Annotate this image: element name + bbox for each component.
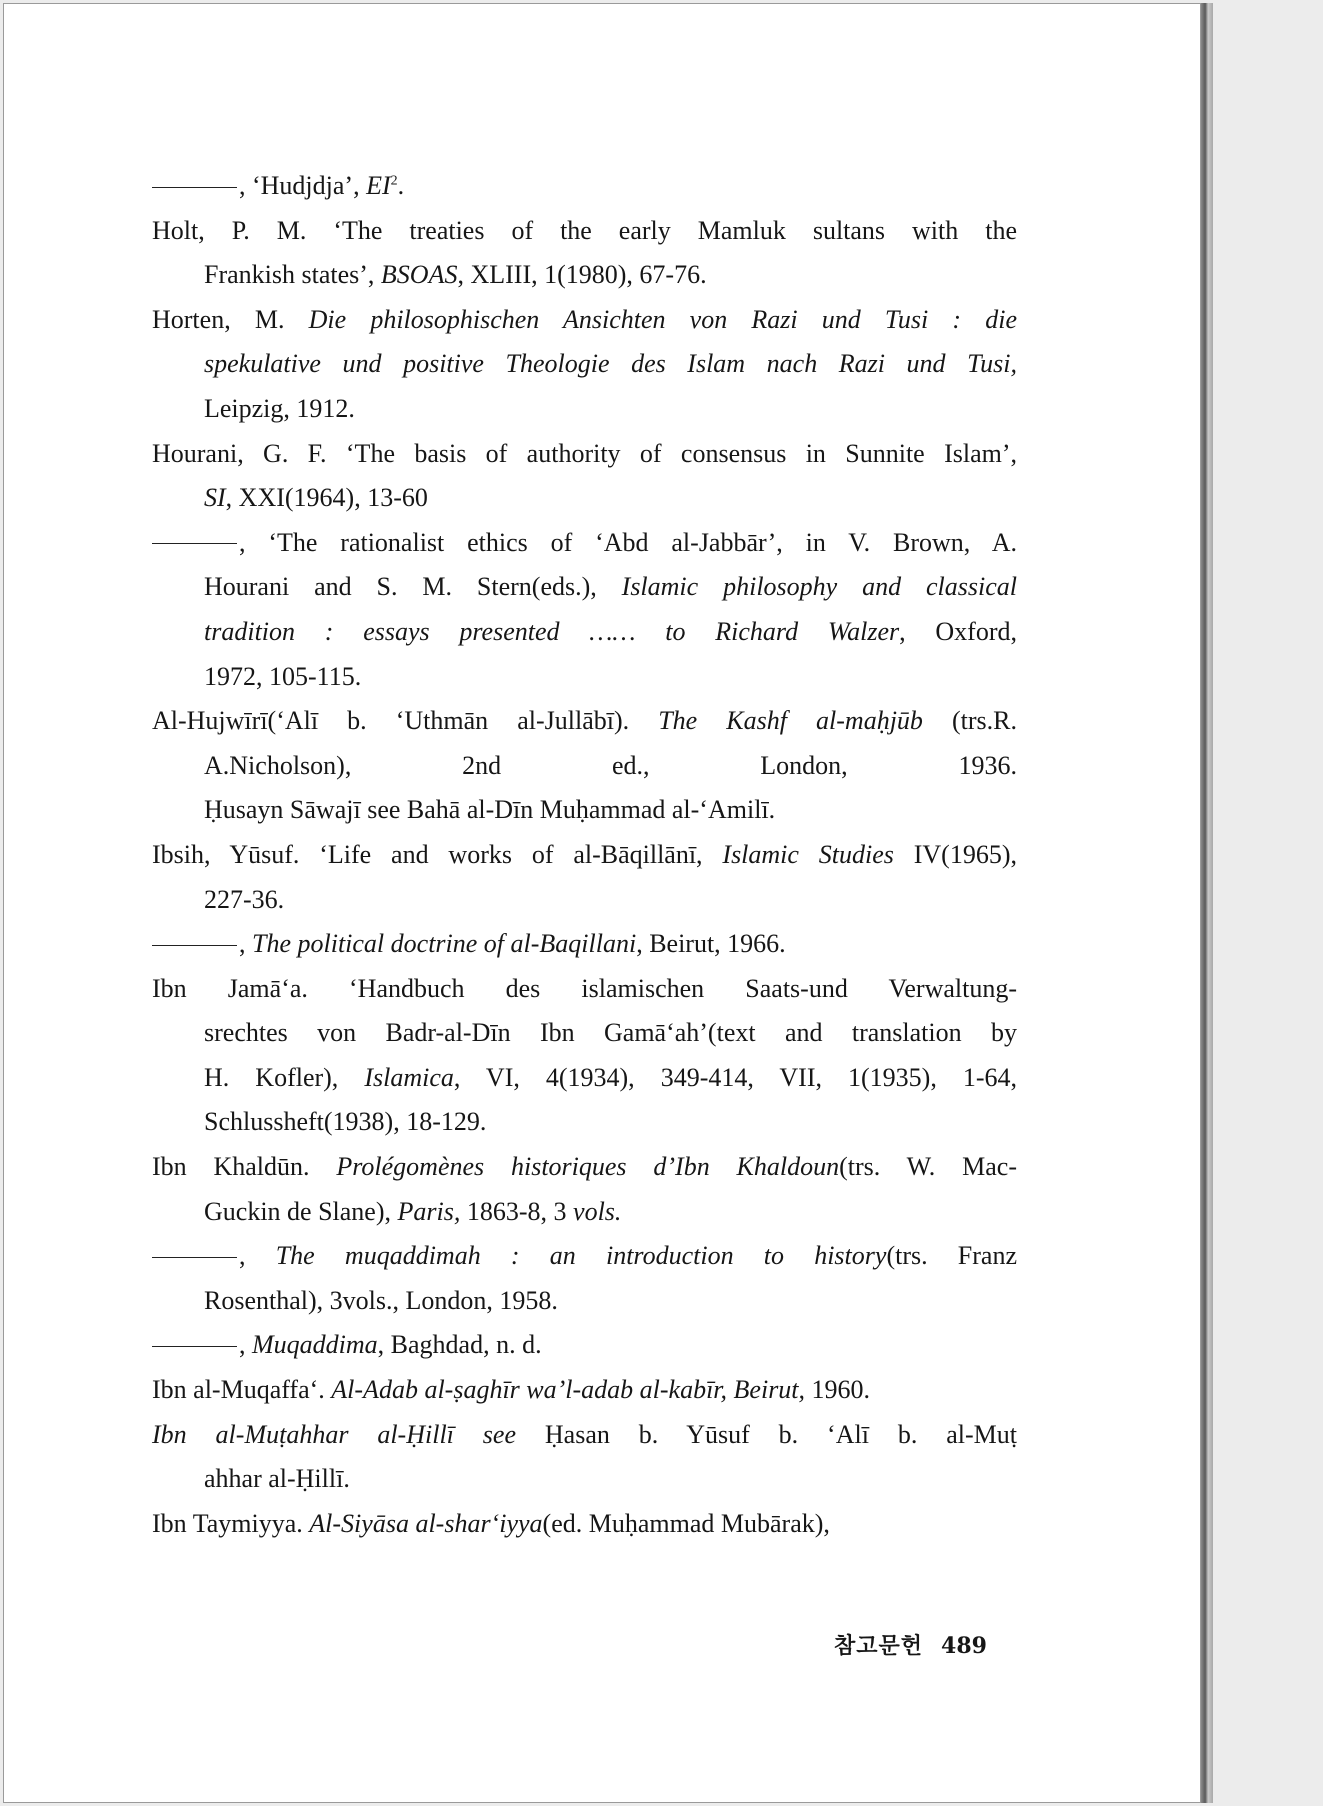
entry-text: . [397, 171, 405, 200]
bibliography-entry [152, 1234, 1017, 1323]
entry-text: Leipzig, 1912. [204, 393, 355, 423]
entry-line [152, 209, 1017, 254]
entry-line [152, 610, 1017, 655]
entry-text: , ‘Hudjdja’, [239, 171, 367, 200]
entry-text: Ibsih, Yūsuf. ‘Life and works of al-Bāqillānī, [152, 839, 723, 869]
bibliography-entry [152, 432, 1017, 521]
entry-text: 1972, 105-115. [204, 661, 362, 691]
entry-title-italic: EI [366, 171, 391, 200]
bibliography-entry [152, 1502, 1017, 1547]
entry-text: , Beirut, 1966. [636, 929, 786, 959]
entry-title-italic: spekulative und positive Theologie des Islam nach Razi und Tusi, [204, 349, 1017, 379]
entry-text: Horten, M. [152, 304, 309, 334]
entry-title-italic: Paris, [397, 1196, 461, 1226]
entry-text: (trs. Franz [886, 1241, 1018, 1271]
entry-line [152, 342, 1017, 387]
bibliography-entry [152, 922, 1017, 967]
entry-line [152, 164, 1017, 209]
bibliography-entry [152, 1368, 1017, 1413]
entry-text: (ed. Muḥammad Mubārak), [542, 1508, 830, 1538]
entry-line [152, 1502, 1017, 1547]
entry-text: 227-36. [204, 884, 285, 914]
bibliography-entry [152, 699, 1017, 833]
entry-text: Ibn al-Muqaffa‘. [152, 1375, 332, 1405]
entry-line [152, 432, 1017, 477]
entry-line [152, 521, 1017, 566]
entry-title-italic: The muqaddimah : an introduction to history [275, 1241, 887, 1271]
entry-text: srechtes von Badr-al-Dīn Ibn Gamā‘ah’(text and translation by [204, 1018, 1017, 1048]
entry-text: , [239, 929, 252, 959]
repeat-author-dash [152, 1346, 237, 1347]
entry-title-italic: BSOAS [380, 260, 458, 290]
entry-line [152, 1279, 1017, 1324]
entry-line [152, 1100, 1017, 1145]
entry-title-italic: The Kashf al-maḥjūb [658, 706, 923, 736]
book-spine-edge [1201, 3, 1213, 1803]
entry-title-italic: Ibn al-Muṭahhar al-Ḥillī see [152, 1419, 516, 1449]
entry-text: , [239, 1330, 252, 1360]
entry-text: 1960. [805, 1375, 871, 1405]
entry-text: , XLIII, 1(1980), 67-76. [457, 260, 707, 290]
edition-superscript: 2 [390, 173, 398, 189]
repeat-author-dash [152, 1257, 237, 1258]
entry-text: Schlussheft(1938), 18-129. [204, 1107, 487, 1137]
entry-line [152, 565, 1017, 610]
bibliography-entry [152, 1145, 1017, 1234]
entry-line [152, 1190, 1017, 1235]
entry-line [152, 744, 1017, 789]
entry-line [152, 1234, 1017, 1279]
section-title: 참고문헌 [834, 1633, 924, 1659]
entry-title-italic: Islamic Studies [722, 839, 894, 869]
entry-line [152, 476, 1017, 521]
repeat-author-dash [152, 187, 237, 188]
entry-line [152, 878, 1017, 923]
entry-line [152, 922, 1017, 967]
bibliography-list [152, 164, 1017, 1546]
entry-text: , VI, 4(1934), 349-414, VII, 1(1935), 1-64, [453, 1062, 1017, 1092]
repeat-author-dash [152, 945, 237, 946]
bibliography-entry [152, 967, 1017, 1145]
entry-text: Frankish states’, [204, 260, 381, 290]
book-page [3, 3, 1201, 1803]
entry-title-italic: Prolégomènes historiques d’Ibn Khaldoun [336, 1152, 840, 1182]
entry-title-italic: Al-Adab al-ṣaghīr wa’l-adab al-kabīr, Beirut, [331, 1375, 806, 1405]
entry-text: IV(1965), [893, 839, 1017, 869]
entry-text: , XXI(1964), 13-60 [225, 483, 428, 513]
bibliography-entry [152, 521, 1017, 699]
bibliography-entry [152, 833, 1017, 922]
entry-text: (trs. W. Mac- [839, 1152, 1017, 1182]
entry-text: (trs.R. [922, 706, 1017, 736]
bibliography-entry [152, 298, 1017, 432]
entry-line [152, 1323, 1017, 1368]
bibliography-entry [152, 1413, 1017, 1502]
entry-text: Al-Hujwīrī(‘Alī b. ‘Uthmān al-Jullābī). [152, 706, 659, 736]
entry-text: 1863-8, 3 [460, 1196, 574, 1226]
entry-title-italic: Die philosophischen Ansichten von Razi und Tusi : die [308, 304, 1017, 334]
entry-line [152, 253, 1017, 298]
entry-line [152, 1368, 1017, 1413]
entry-text: Holt, P. M. ‘The treaties of the early Mamluk sultans with the [152, 215, 1017, 245]
entry-text: , Baghdad, n. d. [377, 1330, 542, 1360]
entry-line [152, 1011, 1017, 1056]
entry-line [152, 833, 1017, 878]
entry-line [152, 655, 1017, 700]
entry-text: Rosenthal), 3vols., London, 1958. [204, 1285, 558, 1315]
entry-text: Hourani and S. M. Stern(eds.), [204, 572, 622, 602]
entry-title-italic: Al-Siyāsa al-shar‘iyya [309, 1508, 543, 1538]
entry-text: , Oxford, [899, 616, 1017, 646]
page-footer [834, 1629, 987, 1660]
repeat-author-dash [152, 543, 237, 544]
entry-line [152, 1056, 1017, 1101]
entry-line [152, 1145, 1017, 1190]
entry-text: , ‘The rationalist ethics of ‘Abd al-Jabbār’, in V. Brown, A. [239, 527, 1017, 557]
entry-line [152, 967, 1017, 1012]
entry-line [152, 1413, 1017, 1458]
entry-text: Hourani, G. F. ‘The basis of authority of consensus in Sunnite Islam’, [152, 438, 1017, 468]
entry-title-italic: tradition : essays presented …… to Richard Walzer [204, 616, 900, 646]
entry-text: Ḥasan b. Yūsuf b. ‘Alī b. al-Muṭ [516, 1419, 1017, 1449]
entry-title-italic: vols. [573, 1196, 622, 1226]
entry-text: , [239, 1241, 276, 1271]
entry-line [152, 699, 1017, 744]
entry-text: ahhar al-Ḥillī. [204, 1464, 350, 1494]
entry-title-italic: Muqaddima [252, 1330, 378, 1360]
entry-line [152, 788, 1017, 833]
entry-title-italic: Islamica [364, 1062, 454, 1092]
entry-text: Ibn Jamā‘a. ‘Handbuch des islamischen Saats-und Verwaltung- [152, 973, 1017, 1003]
entry-text: Ibn Taymiyya. [152, 1508, 310, 1538]
entry-text: Guckin de Slane), [204, 1196, 398, 1226]
page-number: 489 [941, 1633, 987, 1659]
entry-title-italic: Islamic philosophy and classical [621, 572, 1017, 602]
entry-text: Ibn Khaldūn. [152, 1152, 337, 1182]
bibliography-entry [152, 1323, 1017, 1368]
entry-line [152, 387, 1017, 432]
entry-title-italic: The political doctrine of al-Baqillani [252, 929, 637, 959]
entry-line [152, 298, 1017, 343]
bibliography-entry [152, 209, 1017, 298]
entry-text: A.Nicholson), 2nd ed., London, 1936. [204, 750, 1017, 780]
bibliography-entry [152, 164, 1017, 209]
entry-text: H. Kofler), [204, 1062, 365, 1092]
entry-title-italic: SI [204, 483, 226, 513]
entry-line [152, 1457, 1017, 1502]
entry-text: Ḥusayn Sāwajī see Bahā al-Dīn Muḥammad al-‘Amilī. [204, 795, 776, 825]
